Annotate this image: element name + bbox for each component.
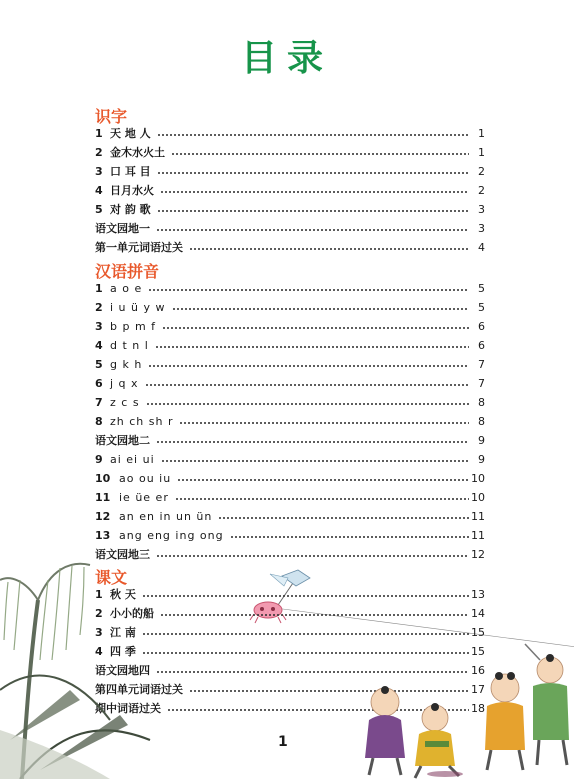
toc-entry[interactable] — [95, 507, 485, 525]
toc-entry[interactable] — [95, 124, 485, 142]
entry-title: ao ou iu — [119, 471, 172, 485]
entry-page: 6 — [478, 338, 485, 352]
entry-page: 7 — [478, 357, 485, 371]
entry-number: 13 — [95, 528, 111, 542]
toc-entry[interactable] — [95, 238, 485, 256]
entry-number: 4 — [95, 338, 103, 352]
entry-page: 10 — [471, 490, 485, 504]
willow-reeds-illustration — [0, 540, 170, 779]
leader-dots — [218, 517, 469, 519]
entry-page: 14 — [471, 606, 485, 620]
leader-dots — [146, 403, 469, 405]
entry-number: 9 — [95, 452, 103, 466]
entry-title: i u ü y w — [110, 300, 166, 314]
entry-page: 1 — [478, 145, 485, 159]
entry-title: z c s — [110, 395, 140, 409]
toc-entry[interactable] — [95, 355, 485, 373]
entry-page: 16 — [471, 663, 485, 677]
entry-page: 11 — [471, 509, 485, 523]
toc-entry[interactable] — [95, 412, 485, 430]
toc-entry[interactable] — [95, 200, 485, 218]
entry-number: 6 — [95, 376, 103, 390]
entry-page: 9 — [478, 452, 485, 466]
entry-page: 3 — [478, 221, 485, 235]
leader-dots — [157, 210, 469, 212]
leader-dots — [162, 327, 469, 329]
entry-page: 10 — [471, 471, 485, 485]
toc-entry[interactable] — [95, 298, 485, 316]
entry-title: 四 季 — [110, 645, 136, 658]
entry-page: 13 — [471, 587, 485, 601]
entry-title: 天 地 人 — [110, 127, 151, 140]
entry-number: 7 — [95, 395, 103, 409]
entry-number: 3 — [95, 319, 103, 333]
toc-entry[interactable] — [95, 488, 485, 506]
page-number: 1 — [278, 734, 288, 750]
entry-page: 4 — [478, 240, 485, 254]
entry-number: 1 — [95, 281, 103, 295]
toc-entry[interactable] — [95, 279, 485, 297]
toc-entry[interactable] — [95, 317, 485, 335]
entry-page: 2 — [478, 164, 485, 178]
entry-title: 小小的船 — [110, 607, 154, 620]
toc-entry[interactable] — [95, 336, 485, 354]
entry-page: 2 — [478, 183, 485, 197]
entry-title: ang eng ing ong — [119, 528, 224, 542]
entry-number: 10 — [95, 471, 111, 485]
entry-page: 11 — [471, 528, 485, 542]
entry-number: 5 — [95, 202, 103, 216]
entry-page: 18 — [471, 701, 485, 715]
leader-dots — [156, 441, 469, 443]
entry-page: 7 — [478, 376, 485, 390]
entry-title: 第一单元词语过关 — [95, 241, 183, 254]
leader-dots — [172, 308, 470, 310]
entry-page: 5 — [478, 281, 485, 295]
section-heading-shizi: 识字 — [95, 107, 128, 126]
leader-dots — [142, 633, 469, 635]
entry-number: 2 — [95, 606, 103, 620]
toc-entry[interactable] — [95, 431, 485, 449]
entry-title: 语文园地四 — [95, 664, 150, 677]
leader-dots — [177, 479, 469, 481]
entry-number: 2 — [95, 145, 103, 159]
leader-dots — [175, 498, 469, 500]
section-heading-kewen: 课文 — [95, 568, 128, 587]
entry-page: 8 — [478, 395, 485, 409]
entry-number: 2 — [95, 300, 103, 314]
entry-title: ie üe er — [119, 490, 169, 504]
entry-title: 语文园地一 — [95, 222, 150, 235]
toc-entry[interactable] — [95, 219, 485, 237]
entry-title: 语文园地三 — [95, 548, 150, 561]
entry-title: b p m f — [110, 319, 157, 333]
toc-entry[interactable] — [95, 450, 485, 468]
leader-dots — [145, 384, 469, 386]
entry-page: 9 — [478, 433, 485, 447]
leader-dots — [160, 614, 469, 616]
entry-title: ai ei ui — [110, 452, 155, 466]
entry-title: 对 韵 歌 — [110, 203, 151, 216]
entry-page: 8 — [478, 414, 485, 428]
entry-title: 江 南 — [110, 626, 136, 639]
entry-number: 3 — [95, 164, 103, 178]
entry-title: an en in un ün — [119, 509, 213, 523]
entry-number: 5 — [95, 357, 103, 371]
section-heading-pinyin: 汉语拼音 — [95, 262, 160, 281]
entry-number: 4 — [95, 644, 103, 658]
entry-title: 金木水火土 — [110, 146, 165, 159]
children-illustration — [355, 640, 574, 779]
leader-dots — [179, 422, 469, 424]
entry-page: 17 — [471, 682, 485, 696]
entry-number: 11 — [95, 490, 111, 504]
entry-number: 1 — [95, 126, 103, 140]
entry-title: 期中词语过关 — [95, 702, 161, 715]
leader-dots — [156, 229, 469, 231]
leader-dots — [155, 346, 469, 348]
toc-entry[interactable] — [95, 181, 485, 199]
entry-page: 15 — [471, 625, 485, 639]
entry-number: 8 — [95, 414, 103, 428]
entry-title: 秋 天 — [110, 588, 136, 601]
leader-dots — [157, 172, 469, 174]
entry-page: 1 — [478, 126, 485, 140]
entry-title: 口 耳 目 — [110, 165, 151, 178]
entry-title: a o e — [110, 281, 143, 295]
entry-page: 3 — [478, 202, 485, 216]
page-title: 目录 — [240, 38, 333, 79]
entry-number: 3 — [95, 625, 103, 639]
entry-title: g k h — [110, 357, 143, 371]
entry-title: j q x — [110, 376, 139, 390]
leader-dots — [189, 248, 469, 250]
leader-dots — [230, 536, 469, 538]
leader-dots — [142, 595, 469, 597]
entry-title: d t n l — [110, 338, 149, 352]
entry-page: 12 — [471, 547, 485, 561]
entry-number: 4 — [95, 183, 103, 197]
leader-dots — [148, 365, 469, 367]
toc-entry[interactable] — [95, 374, 485, 392]
entry-number: 12 — [95, 509, 111, 523]
entry-title: 语文园地二 — [95, 434, 150, 447]
toc-entry[interactable] — [95, 162, 485, 180]
entry-title: 第四单元词语过关 — [95, 683, 183, 696]
toc-entry[interactable] — [95, 143, 485, 161]
entry-page: 5 — [478, 300, 485, 314]
leader-dots — [148, 289, 469, 291]
leader-dots — [161, 460, 469, 462]
entry-page: 15 — [471, 644, 485, 658]
leader-dots — [160, 191, 469, 193]
leader-dots — [156, 555, 469, 557]
leader-dots — [171, 153, 469, 155]
toc-entry[interactable] — [95, 469, 485, 487]
entry-page: 6 — [478, 319, 485, 333]
leader-dots — [157, 134, 469, 136]
entry-title: zh ch sh r — [110, 414, 174, 428]
entry-title: 日月水火 — [110, 184, 154, 197]
toc-entry[interactable] — [95, 393, 485, 411]
entry-number: 1 — [95, 587, 103, 601]
